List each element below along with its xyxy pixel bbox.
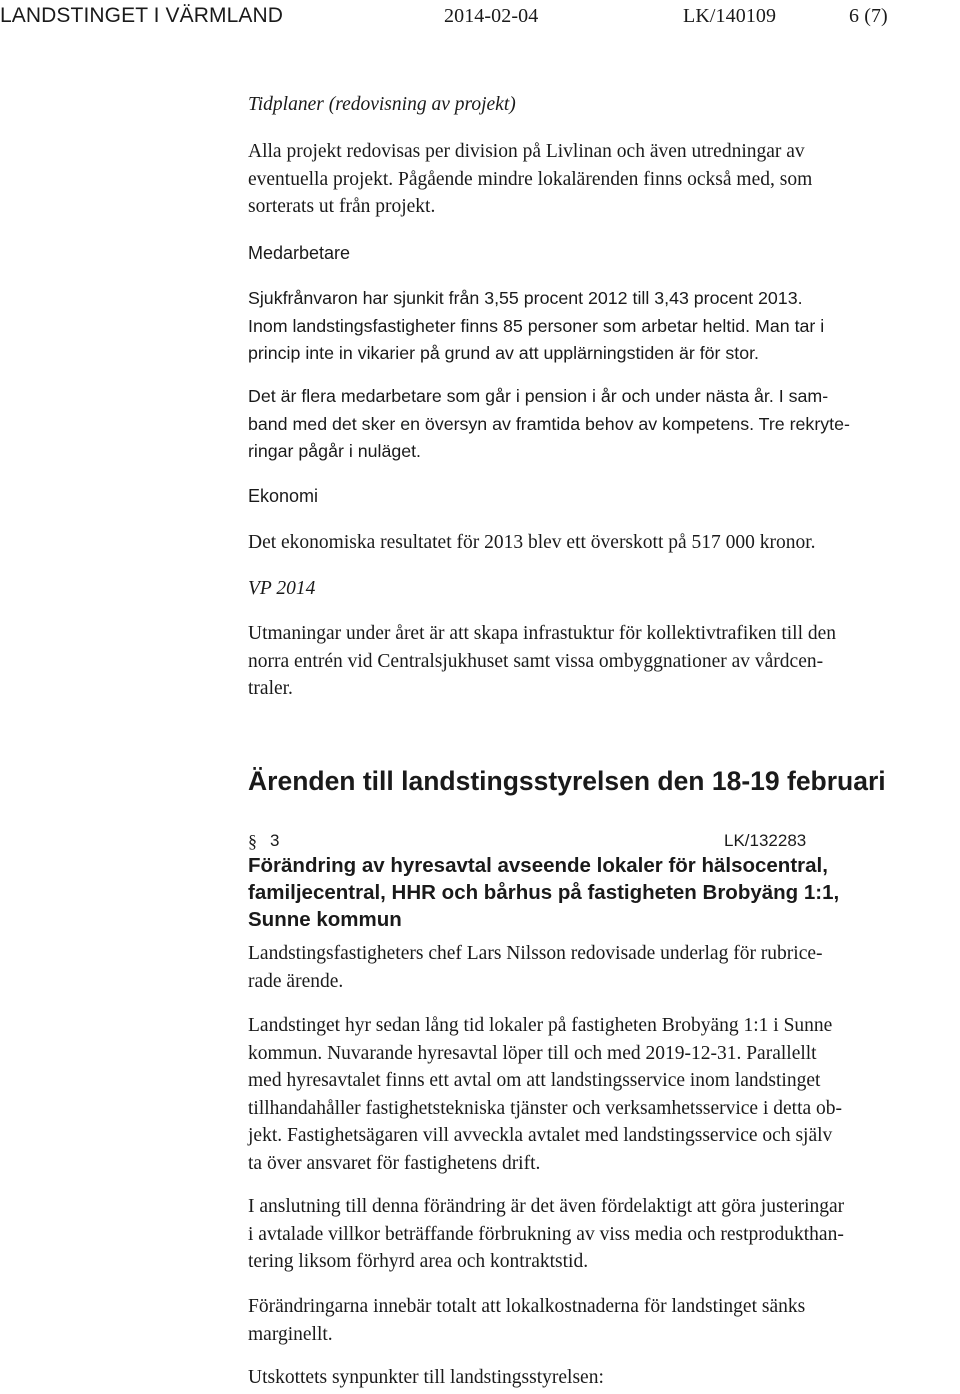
text-line: Landstingsfastigheters chef Lars Nilsson redovisade underlag för rubrice- xyxy=(248,943,823,964)
header-reference: LK/140109 xyxy=(683,5,777,27)
title-line: familjecentral, HHR och bårhus på fastigheten Brobyäng 1:1, xyxy=(248,881,840,904)
section-mark: § xyxy=(248,831,257,851)
header-date: 2014-02-04 xyxy=(444,5,539,27)
section-medarbetare xyxy=(248,240,948,267)
paragraph-vp xyxy=(248,620,948,703)
section-heading-tidplaner: Tidplaner (redovisning av projekt) xyxy=(248,94,516,115)
text-line: band med det sker en översyn av framtida behov av kompetens. Tre rekryte- xyxy=(248,413,850,434)
text-line: Alla projekt redovisas per division på Livlinan och även utredningar av xyxy=(248,141,805,162)
text-line: princip inte in vikarier på grund av att upplärningstiden är för stor. xyxy=(248,343,759,363)
header-page-number: 6 (7) xyxy=(849,5,888,27)
text-line: I anslutning till denna förändring är det även fördelaktigt att göra justeringar xyxy=(248,1196,845,1217)
paragraph-item-2 xyxy=(248,1012,948,1177)
text-line: Det ekonomiska resultatet för 2013 blev ett överskott på 517 000 kronor. xyxy=(248,532,816,553)
paragraph-tidplaner xyxy=(248,138,948,221)
paragraph-item-3 xyxy=(248,1193,948,1276)
text-line: ringar pågår i nuläget. xyxy=(248,441,421,461)
section-heading-ekonomi: Ekonomi xyxy=(248,486,319,506)
text-line: eventuella projekt. Pågående mindre lokalärenden finns också med, som xyxy=(248,168,813,190)
text-line: Inom landstingsfastigheter finns 85 personer som arbetar heltid. Man tar i xyxy=(248,315,825,336)
text-line: kommun. Nuvarande hyresavtal löper till och med 2019-12-31. Parallellt xyxy=(248,1042,817,1064)
section-vp xyxy=(248,575,948,602)
paragraph-item-4 xyxy=(248,1293,948,1348)
paragraph-item-1 xyxy=(248,940,948,995)
text-line: traler. xyxy=(248,678,293,699)
text-line: Förändringarna innebär totalt att lokalkostnaderna för landstinget sänks xyxy=(248,1296,806,1317)
text-line: Landstinget hyr sedan lång tid lokaler på fastigheten Brobyäng 1:1 i Sunne xyxy=(248,1015,833,1036)
text-line: marginellt. xyxy=(248,1323,333,1345)
text-line: Utmaningar under året är att skapa infrastuktur för kollektivtrafiken till den xyxy=(248,623,837,644)
text-line: rade ärende. xyxy=(248,970,344,992)
paragraph-ekonomi xyxy=(248,529,948,557)
text-line: tering liksom förhyrd area och kontraktstid. xyxy=(248,1251,589,1272)
title-line: Förändring av hyresavtal avseende lokaler för hälsocentral, xyxy=(248,854,828,877)
section-tidplaner xyxy=(248,91,948,118)
section-arenden xyxy=(248,765,948,797)
text-line: jekt. Fastighetsägaren vill avveckla avtalet med landstingsservice och själv xyxy=(248,1125,833,1146)
section-heading-medarbetare: Medarbetare xyxy=(248,243,351,263)
text-line: Det är flera medarbetare som går i pension i år och under nästa år. I sam- xyxy=(248,386,829,406)
paragraph-item-5 xyxy=(248,1364,948,1392)
section-ekonomi xyxy=(248,483,948,510)
text-line: i avtalade villkor beträffande förbrukning av viss media och restprodukthan- xyxy=(248,1223,844,1245)
item-reference: LK/132283 xyxy=(724,831,807,850)
text-line: Utskottets synpunkter till landstingsstyrelsen: xyxy=(248,1367,604,1388)
paragraph-medarbetare-1 xyxy=(248,285,948,368)
paragraph-medarbetare-2 xyxy=(248,383,948,466)
title-line: Sunne kommun xyxy=(248,908,402,931)
section-heading-vp: VP 2014 xyxy=(248,578,316,599)
text-line: norra entrén vid Centralsjukhuset samt vissa ombyggnationer av vårdcen- xyxy=(248,650,824,672)
text-line: med hyresavtalet finns ett avtal om att landstingsservice inom landstinget xyxy=(248,1070,821,1091)
text-line: tillhandahåller fastighetstekniska tjänster och verksamhetsservice i detta ob- xyxy=(248,1097,843,1119)
header-organization: LANDSTINGET I VÄRMLAND xyxy=(0,4,284,27)
text-line: Sjukfrånvaron har sjunkit från 3,55 procent 2012 till 3,43 procent 2013. xyxy=(248,288,803,308)
item-number: 3 xyxy=(270,831,280,850)
page-heading-arenden: Ärenden till landstingsstyrelsen den 18-19 februari xyxy=(248,766,886,796)
text-line: sorterats ut från projekt. xyxy=(248,196,436,217)
agenda-item-title xyxy=(248,852,948,933)
text-line: ta över ansvaret för fastighetens drift. xyxy=(248,1152,541,1174)
